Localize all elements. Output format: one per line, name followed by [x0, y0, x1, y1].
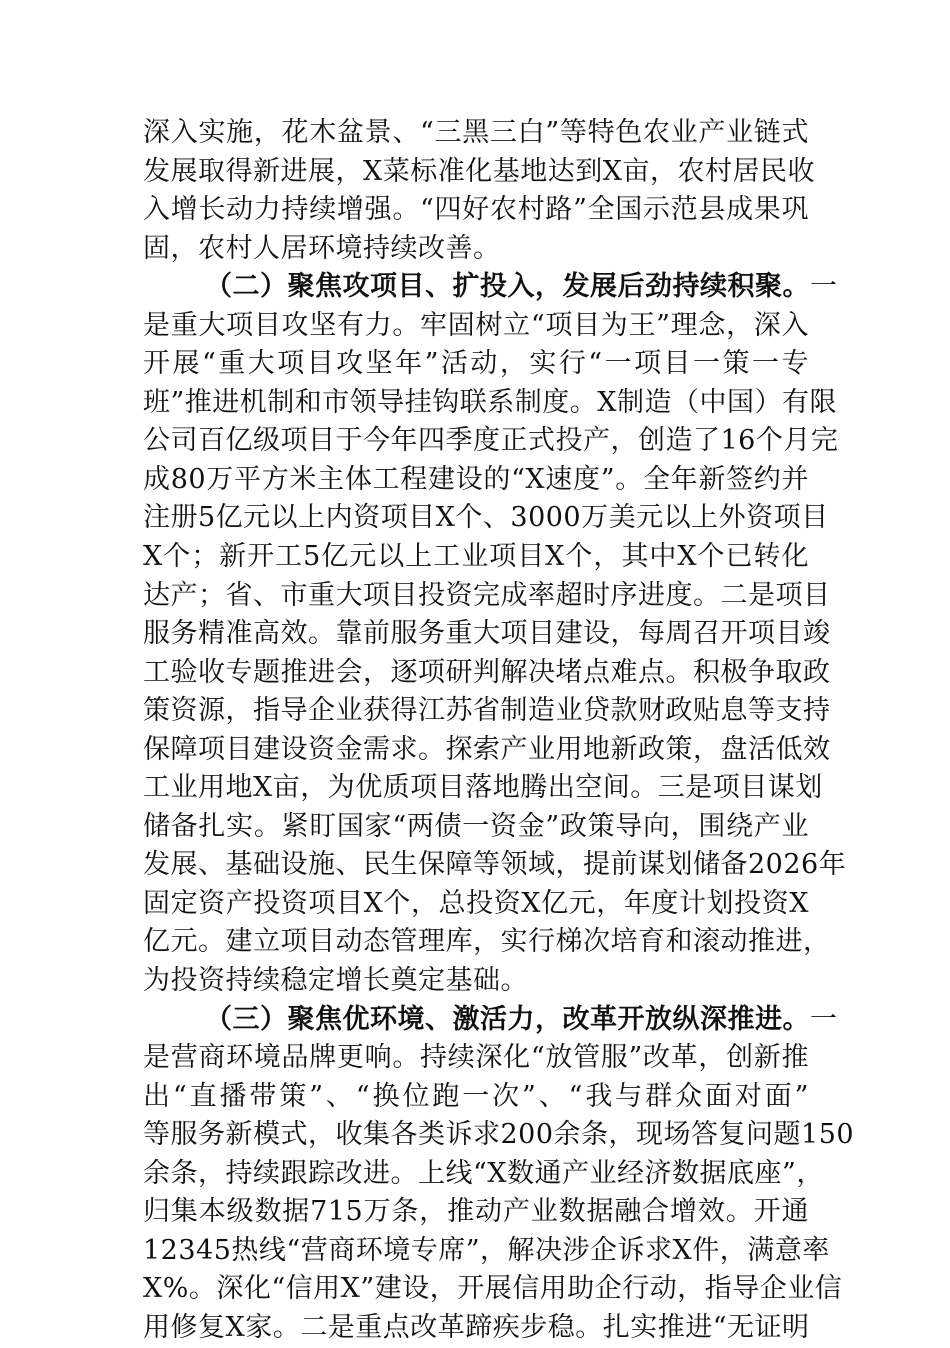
line-text: 12345热线“营商环境专席”，解决涉企诉求X件，满意率	[143, 1234, 830, 1266]
line-text: 固，农村人居环境持续改善。	[143, 232, 501, 264]
text-line	[143, 1116, 855, 1155]
line-text: 是重大项目攻坚有力。牢固树立“项目为王”理念，深入	[143, 309, 809, 341]
paragraph	[143, 114, 815, 268]
text-line	[143, 307, 809, 346]
line-text: 达产；省、市重大项目投资完成率超时序进度。二是项目	[143, 579, 831, 611]
text-line	[143, 1155, 824, 1194]
text-line	[143, 1309, 809, 1348]
text-line	[143, 846, 847, 885]
text-line	[143, 808, 809, 847]
text-line	[143, 153, 815, 192]
line-text: 为投资持续稳定增长奠定基础。	[143, 965, 528, 997]
text-line	[143, 345, 809, 384]
line-text: 出“直播带策”、“换位跑一次”、“我与群众面对面”	[143, 1080, 809, 1112]
text-line	[143, 230, 809, 269]
text-line	[143, 1039, 809, 1078]
text-line	[143, 1078, 809, 1117]
text-line	[143, 191, 809, 230]
line-text: 班”推进机制和市领导挂钩联系制度。X制造（中国）有限	[143, 386, 838, 418]
line-text: 归集本级数据715万条，推动产业数据融合增效。开通	[143, 1196, 809, 1228]
line-text: 公司百亿级项目于今年四季度正式投产，创造了16个月完	[143, 425, 839, 457]
line-text: 发展取得新进展，X菜标准化基地达到X亩，农村居民收	[143, 155, 815, 187]
section-heading: （二）聚焦攻项目、扩投入，发展后劲持续积聚。	[205, 271, 810, 303]
line-text: 余条，持续跟踪改进。上线“X数通产业经济数据底座”，	[143, 1157, 824, 1189]
text-line	[143, 885, 809, 924]
line-text: 工业用地X亩，为优质项目落地腾出空间。三是项目谋划	[143, 772, 823, 804]
text-line	[143, 461, 809, 500]
text-line	[143, 422, 839, 461]
line-text: 发展、基础设施、民生保障等领域，提前谋划储备2026年	[143, 849, 847, 881]
text-line	[143, 268, 838, 307]
paragraph	[143, 268, 847, 1000]
line-text: 深入实施，花木盆景、“三黑三白”等特色农业产业链式	[143, 117, 809, 148]
line-text: 储备扎实。紧盯国家“两债一资金”政策导向，围绕产业	[143, 810, 809, 842]
line-text: X%。深化“信用X”建设，开展信用助企行动，指导企业信	[143, 1273, 843, 1305]
line-text: 保障项目建设资金需求。探索产业用地新政策，盘活低效	[143, 733, 831, 765]
line-text: 工验收专题推进会，逐项研判解决堵点难点。积极争取政	[143, 656, 831, 688]
document-body	[143, 114, 855, 1348]
paragraph	[143, 1001, 855, 1348]
line-text: 服务精准高效。靠前服务重大项目建设，每周召开项目竣	[143, 618, 831, 650]
text-line	[143, 1001, 838, 1040]
line-text: 等服务新模式，收集各类诉求200余条，现场答复问题150	[143, 1119, 855, 1151]
text-line	[143, 962, 809, 1001]
line-text: X个；新开工5亿元以上工业项目X个，其中X个已转化	[143, 541, 809, 573]
text-line	[143, 615, 831, 654]
text-line	[143, 923, 831, 962]
line-text: 策资源，指导企业获得江苏省制造业贷款财政贴息等支持	[143, 695, 831, 727]
text-line	[143, 384, 838, 423]
text-line	[143, 654, 831, 693]
text-line	[143, 1193, 809, 1232]
line-text: 用修复X家。二是重点改革蹄疾步稳。扎实推进“无证明	[143, 1311, 810, 1343]
line-text: 亿元。建立项目动态管理库，实行梯次培育和滚动推进，	[143, 926, 831, 958]
text-line	[143, 692, 831, 731]
line-text: 注册5亿元以上内资项目X个、3000万美元以上外资项目	[143, 502, 829, 534]
line-text: 入增长动力持续增强。“四好农村路”全国示范县成果巩	[143, 194, 809, 226]
text-line	[143, 499, 829, 538]
line-text: 固定资产投资项目X个，总投资X亿元，年度计划投资X	[143, 887, 809, 919]
text-line	[143, 731, 831, 770]
text-line	[143, 1232, 830, 1271]
line-text: 开展“重大项目攻坚年”活动，实行“一项目一策一专	[143, 348, 809, 380]
text-line	[143, 114, 809, 153]
line-text: 一	[810, 271, 838, 303]
line-text: 是营商环境品牌更响。持续深化“放管服”改革，创新推	[143, 1042, 809, 1074]
line-text: 成80万平方米主体工程建设的“X速度”。全年新签约并	[143, 463, 809, 495]
text-line	[143, 538, 809, 577]
text-line	[143, 577, 831, 616]
text-line	[143, 1270, 843, 1309]
section-heading: （三）聚焦优环境、激活力，改革开放纵深推进。	[205, 1003, 810, 1035]
text-line	[143, 769, 823, 808]
line-text: 一	[810, 1003, 838, 1035]
